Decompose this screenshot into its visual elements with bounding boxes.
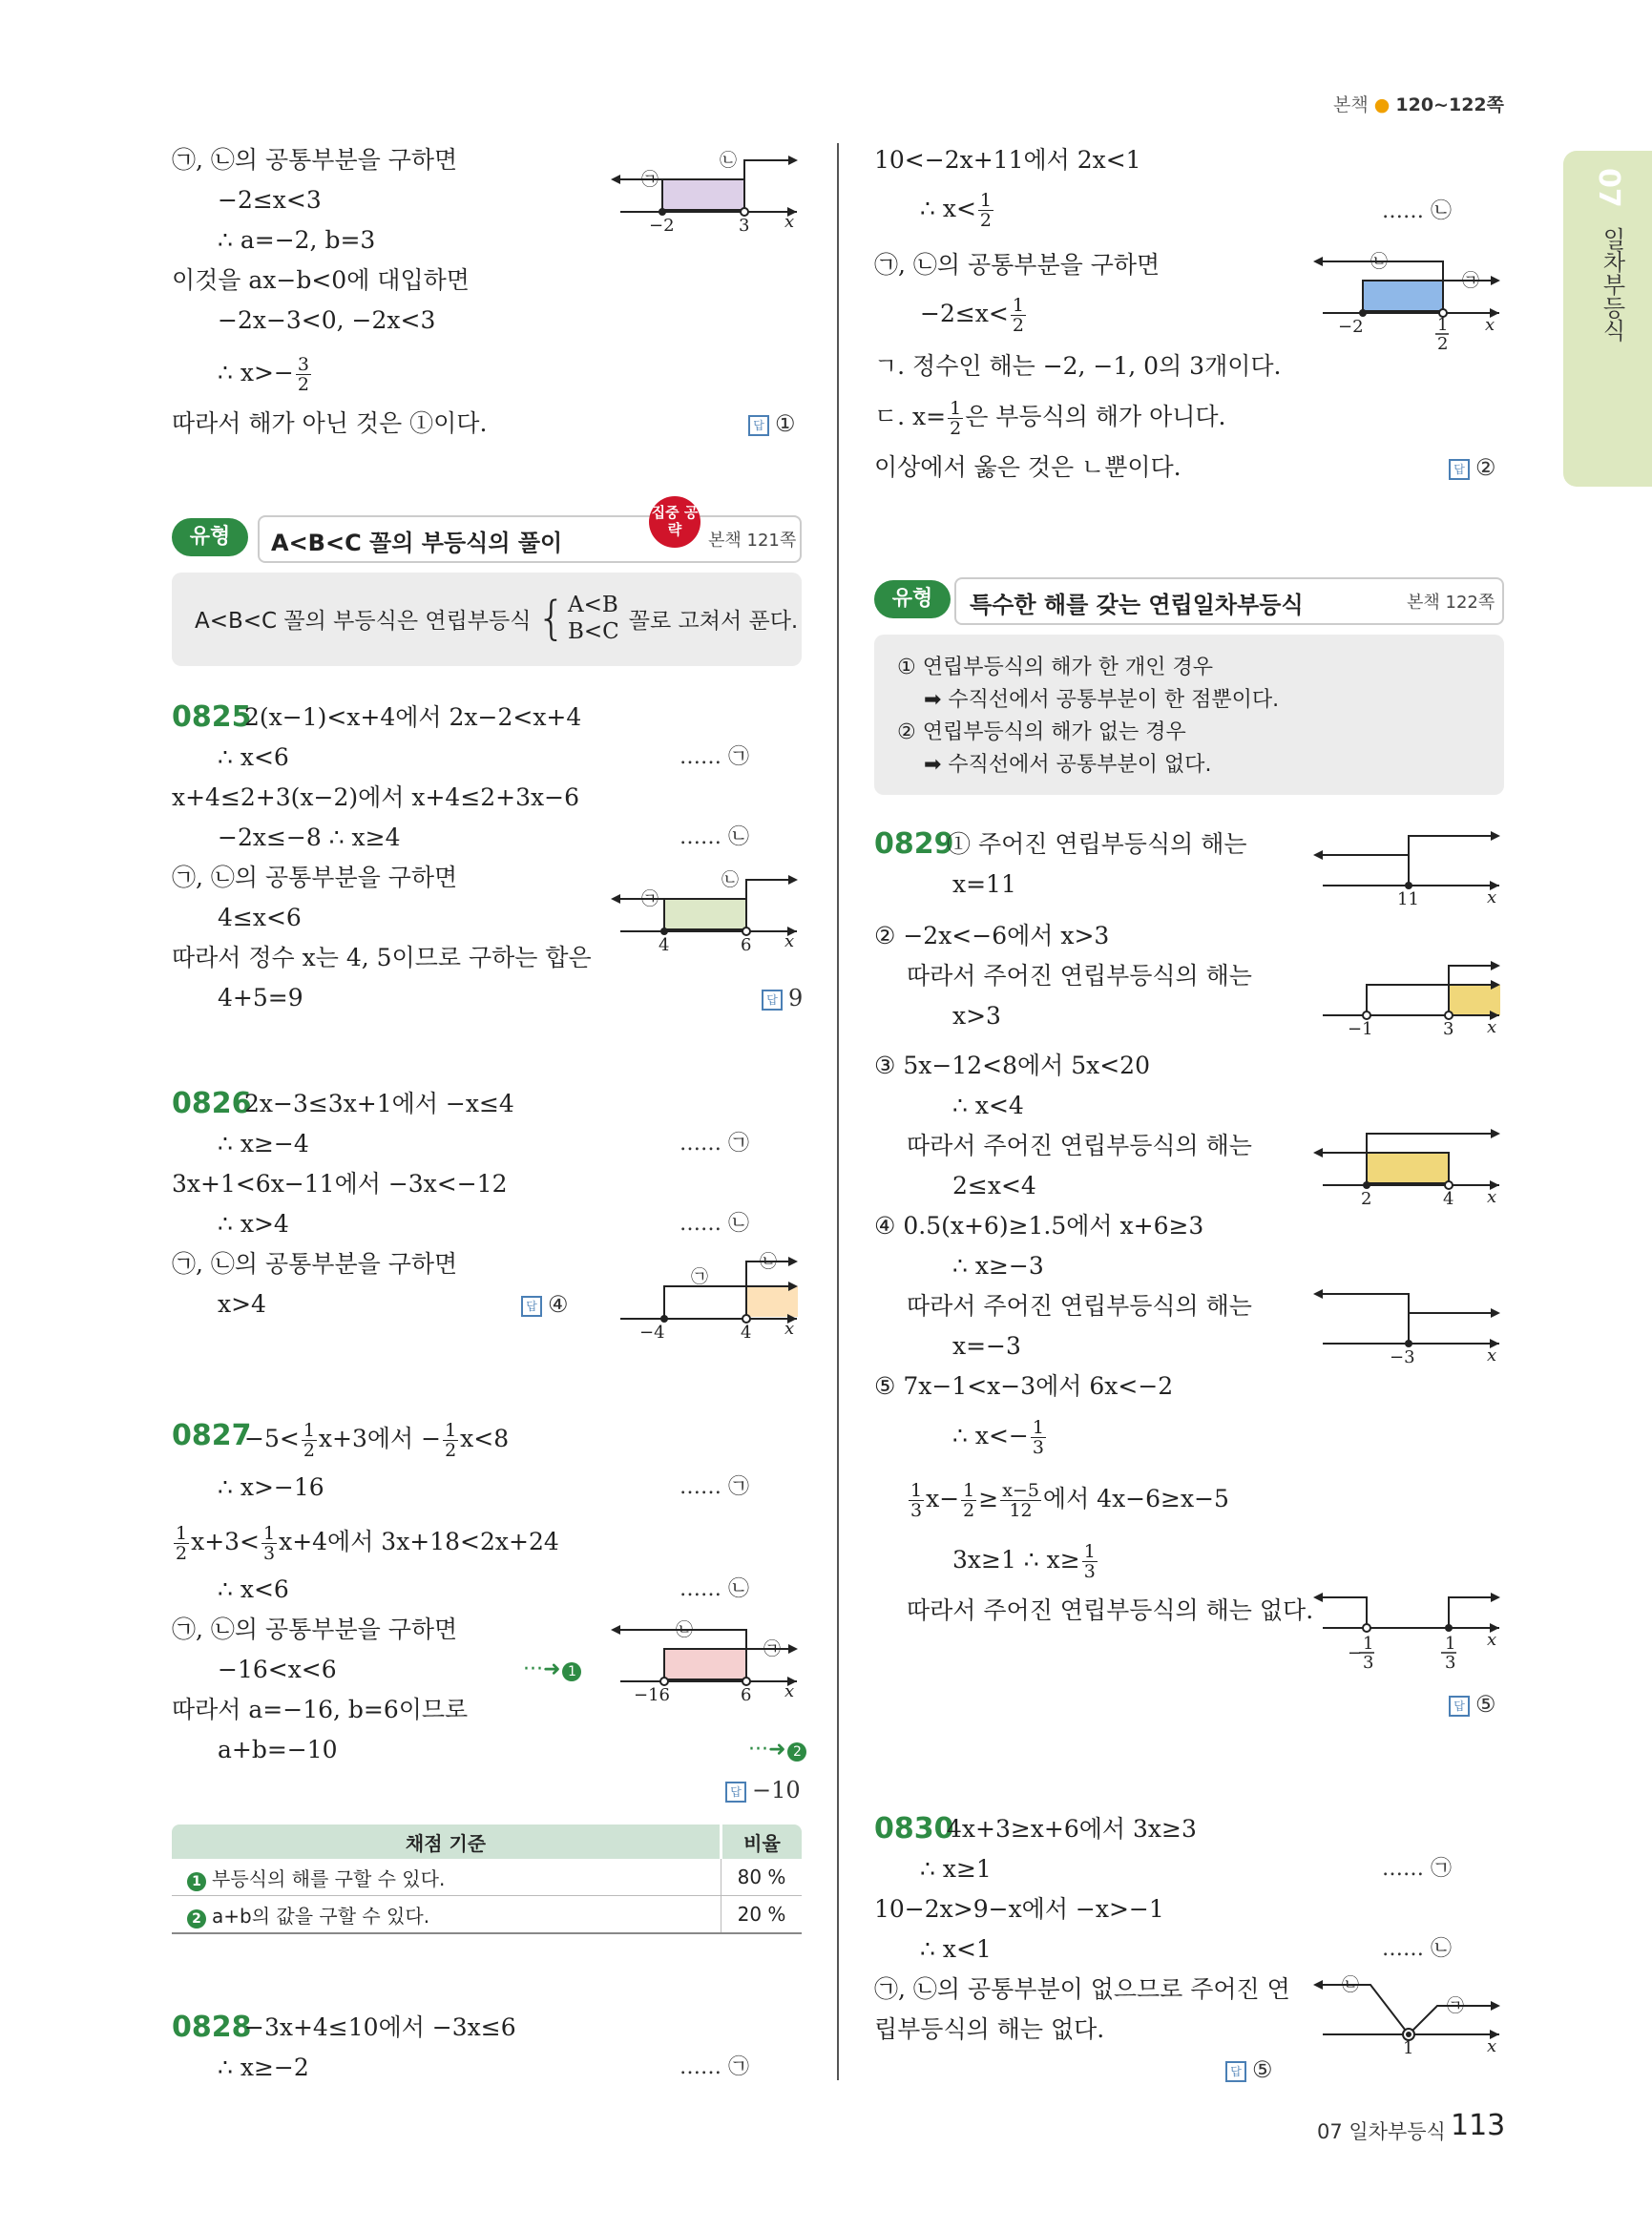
text-line: 4≤x<6 <box>218 904 302 931</box>
number-line-6 <box>1313 830 1504 907</box>
text-line: 10<−2x+11에서 2x<1 <box>874 146 1141 174</box>
mark-b: ㉡ <box>720 151 737 171</box>
text-line: x=11 <box>952 870 1016 898</box>
text-line: ∴ x<4 <box>952 1092 1024 1119</box>
svg-text:1: 1 <box>1403 2038 1414 2058</box>
number-line-3 <box>611 1250 802 1343</box>
svg-text:1: 1 <box>1445 1634 1456 1654</box>
svg-text:−2: −2 <box>649 216 675 236</box>
text-line: −5< $\frac{1}{2}$ x+3에서 − $\frac{1}{2}$ x<8 <box>244 1420 510 1461</box>
mark: …… ㉡ <box>680 1577 750 1601</box>
answer-mark: 답 −10 <box>725 1775 801 1805</box>
text-line: ∴ x≥1 <box>920 1855 992 1883</box>
table-row: 1 부등식의 해를 구할 수 있다. 80 % <box>172 1859 802 1896</box>
text-line: ① 주어진 연립부등식의 해는 <box>947 830 1247 858</box>
fraction: $\frac{1}{2}$ <box>1012 295 1024 336</box>
answer-mark: 답 ① <box>748 408 796 439</box>
svg-text:x: x <box>784 212 795 232</box>
svg-text:4: 4 <box>659 935 670 955</box>
text-line: −2≤x<3 <box>218 186 322 214</box>
answer-mark: 답 ⑤ <box>1225 2054 1273 2085</box>
text-line: ③ 5x−12<8에서 5x<20 <box>874 1052 1150 1079</box>
svg-text:x: x <box>1487 2036 1497 2056</box>
table-row: 2 a+b의 값을 구할 수 있다. 20 % <box>172 1896 802 1934</box>
fraction: $\frac{1}{2}$ <box>950 398 962 439</box>
mark: …… ㉠ <box>680 1475 750 1499</box>
svg-text:1: 1 <box>1363 1634 1374 1654</box>
text-line: $\frac{1}{2}$ x+3< $\frac{1}{3}$ x+4에서 3x+18<2x+24 <box>176 1523 559 1564</box>
svg-text:3: 3 <box>1363 1653 1374 1673</box>
text-line: 2≤x<4 <box>952 1172 1036 1199</box>
svg-text:−1: −1 <box>1348 1019 1373 1039</box>
svg-text:㉡: ㉡ <box>760 1252 777 1272</box>
svg-text:−3: −3 <box>1390 1347 1415 1367</box>
type-badge: 유형 <box>874 580 951 618</box>
chapter-tab-title: 일차부등식 <box>1599 227 1625 342</box>
table-header-criteria: 채점 기준 <box>172 1824 721 1859</box>
type-title: A<B<C 꼴의 부등식의 풀이 <box>271 530 563 556</box>
answer-mark: 답 ④ <box>521 1289 569 1320</box>
svg-text:㉠: ㉠ <box>763 1639 781 1659</box>
summary-line: ➡ 수직선에서 공통부분이 한 점뿐이다. <box>924 688 1280 712</box>
header-pages: 120~122쪽 <box>1395 94 1504 115</box>
svg-text:㉡: ㉡ <box>1342 1975 1359 1995</box>
problem-number: 0830 <box>874 1812 954 1845</box>
svg-text:−: − <box>1348 1643 1363 1663</box>
mark: …… ㉠ <box>680 2055 750 2079</box>
table-header-ratio: 비율 <box>721 1824 803 1859</box>
text-line: x>4 <box>218 1290 266 1318</box>
text-line: ② −2x<−6에서 x>3 <box>874 922 1110 949</box>
fraction: $\frac{1}{2}$ <box>445 1420 457 1461</box>
summary-line: ➡ 수직선에서 공통부분이 없다. <box>924 753 1212 777</box>
text-line: ㉠, ㉡의 공통부분을 구하면 <box>874 251 1161 279</box>
number-line-8 <box>1313 1126 1504 1209</box>
text-line: ∴ a=−2, b=3 <box>218 226 376 254</box>
text-line: ∴ x>4 <box>218 1210 289 1238</box>
number-line-2 <box>611 863 802 955</box>
page-number: 113 <box>1451 2109 1506 2142</box>
text-line: ㉠, ㉡의 공통부분을 구하면 <box>172 864 458 891</box>
summary-line: ① 연립부등식의 해가 한 개인 경우 <box>897 656 1213 679</box>
text-line: 4+5=9 <box>218 984 303 1011</box>
svg-text:x: x <box>1487 1345 1497 1366</box>
type-title: 특수한 해를 갖는 연립일차부등식 <box>970 592 1304 618</box>
text-line: 따라서 주어진 연립부등식의 해는 <box>907 1132 1252 1159</box>
fraction: $\frac{1}{3}$ <box>1032 1417 1044 1458</box>
number-line-11 <box>1313 1971 1504 2057</box>
svg-text:㉡: ㉡ <box>721 870 739 890</box>
text-line: ∴ x< $\frac{1}{2}$ <box>920 190 992 231</box>
text-line: 따라서 a=−16, b=6이므로 <box>172 1696 469 1723</box>
footer-chapter: 07 일차부등식 <box>1317 2120 1446 2143</box>
number-line-10 <box>1313 1592 1504 1697</box>
type-badge: 유형 <box>172 518 248 556</box>
fraction: $\frac{1}{2}$ <box>303 1420 315 1461</box>
focus-badge: 집중 공략 <box>649 496 701 548</box>
svg-text:1: 1 <box>1437 315 1449 335</box>
fraction: $\frac{1}{3}$ <box>1083 1541 1096 1582</box>
text-line: −2x≤−8 ∴ x≥4 <box>218 824 401 851</box>
fraction: $\frac{1}{3}$ <box>263 1523 276 1564</box>
text-line: ㄷ. x= $\frac{1}{2}$ 은 부등식의 해가 아니다. <box>874 398 1226 439</box>
svg-text:2: 2 <box>1437 334 1449 354</box>
text-line: −16<x<6 <box>218 1656 337 1683</box>
text-line: 따라서 주어진 연립부등식의 해는 <box>907 962 1252 990</box>
text-line: ㉠, ㉡의 공통부분을 구하면 <box>172 1616 458 1643</box>
text-line: 3x≥1 ∴ x≥ $\frac{1}{3}$ <box>952 1541 1096 1582</box>
text-part: ∴ x>− <box>218 359 294 386</box>
svg-text:x: x <box>1487 1017 1497 1037</box>
text-line: 립부등식의 해는 없다. <box>874 2015 1105 2043</box>
svg-text:x: x <box>784 1319 795 1339</box>
summary-text: A<B<C 꼴의 부등식은 연립부등식 { A<B B<C 꼴로 고쳐서 푼다. <box>195 592 799 645</box>
text-line: 이상에서 옳은 것은 ㄴ뿐이다. <box>874 453 1181 481</box>
text-line: ∴ x<1 <box>920 1935 992 1963</box>
mark: …… ㉠ <box>1382 1857 1453 1881</box>
svg-text:3: 3 <box>739 216 750 236</box>
svg-text:−16: −16 <box>634 1685 670 1705</box>
problem-number: 0829 <box>874 827 954 861</box>
svg-text:4: 4 <box>741 1323 752 1343</box>
svg-text:x: x <box>1487 1630 1497 1650</box>
problem-number: 0826 <box>172 1087 252 1120</box>
problem-number: 0825 <box>172 700 252 734</box>
mark: …… ㉡ <box>680 825 750 849</box>
number-line-7 <box>1313 962 1504 1038</box>
summary-line: ② 연립부등식의 해가 없는 경우 <box>897 720 1186 744</box>
text-line: x>3 <box>952 1002 1001 1030</box>
text-line: ⑤ 7x−1<x−3에서 6x<−2 <box>874 1372 1174 1400</box>
text-line: ㉠, ㉡의 공통부분을 구하면 <box>172 1250 458 1278</box>
text-line: 이것을 ax−b<0에 대입하면 <box>172 266 470 294</box>
mark: …… ㉡ <box>680 1212 750 1236</box>
svg-text:㉡: ㉡ <box>676 1620 693 1640</box>
fraction: $\frac{1}{2}$ <box>176 1523 188 1564</box>
text-line: 2x−3≤3x+1에서 −x≤4 <box>244 1090 514 1117</box>
svg-text:x: x <box>1487 887 1497 907</box>
svg-text:−2: −2 <box>1338 317 1364 337</box>
bullet-icon: ● <box>1373 94 1391 115</box>
column-divider <box>837 143 839 2080</box>
text-line: ∴ x>−16 <box>218 1473 324 1501</box>
fraction: $\frac{3}{2}$ <box>297 354 309 395</box>
svg-text:㉠: ㉠ <box>691 1267 708 1287</box>
fraction: $\frac{1}{3}$ <box>910 1480 923 1521</box>
header-book-label: 본책 <box>1332 94 1369 115</box>
svg-text:㉠: ㉠ <box>1447 1996 1464 2016</box>
svg-text:6: 6 <box>741 1685 752 1705</box>
mark: …… ㉠ <box>680 1132 750 1156</box>
text-line: ∴ x<− $\frac{1}{3}$ <box>952 1417 1044 1458</box>
svg-text:−4: −4 <box>639 1323 665 1343</box>
text-line: ∴ x≥−2 <box>218 2054 309 2081</box>
mark: …… ㉡ <box>1382 1937 1453 1961</box>
svg-text:2: 2 <box>1361 1189 1372 1209</box>
svg-text:6: 6 <box>741 935 752 955</box>
text-line: 따라서 해가 아닌 것은 ①이다. <box>172 409 488 437</box>
mark-a: ㉠ <box>641 170 659 190</box>
svg-text:3: 3 <box>1445 1653 1456 1673</box>
number-line-9 <box>1313 1290 1504 1366</box>
svg-text:x: x <box>784 931 795 951</box>
type-ref: 본책 122쪽 <box>1407 593 1495 613</box>
text-line: x=−3 <box>952 1332 1021 1360</box>
fraction: $\frac{1}{2}$ <box>979 190 992 231</box>
svg-text:11: 11 <box>1397 889 1419 909</box>
text-line: 4x+3≥x+6에서 3x≥3 <box>947 1815 1197 1843</box>
step-1-mark: ···➜ 1 <box>523 1655 581 1685</box>
step-2-mark: ···➜ 2 <box>748 1735 806 1765</box>
answer-mark: 답 ② <box>1449 452 1496 483</box>
text-line: x+4≤2+3(x−2)에서 x+4≤2+3x−6 <box>172 783 579 811</box>
problem-number: 0827 <box>172 1419 252 1452</box>
text-line: 3x+1<6x−11에서 −3x<−12 <box>172 1170 508 1198</box>
text-line: 따라서 주어진 연립부등식의 해는 없다. <box>907 1596 1314 1624</box>
text-line: ∴ x<6 <box>218 743 289 771</box>
text-line: ∴ x≥−4 <box>218 1130 309 1157</box>
problem-number: 0828 <box>172 2011 252 2044</box>
fraction: $\frac{1}{2}$ <box>963 1480 975 1521</box>
chapter-side-tab <box>1563 151 1652 487</box>
text-line: −2x−3<0, −2x<3 <box>218 306 436 334</box>
answer-mark: 답 9 <box>762 983 803 1013</box>
svg-text:㉠: ㉠ <box>641 889 659 909</box>
text-line: ∴ x≥−3 <box>952 1252 1044 1280</box>
text-line: 10−2x>9−x에서 −x>−1 <box>874 1895 1164 1923</box>
svg-text:3: 3 <box>1443 1019 1454 1039</box>
mark: …… ㉠ <box>680 745 750 769</box>
text-line <box>218 355 313 394</box>
svg-text:x: x <box>1487 1187 1497 1207</box>
text-line: a+b=−10 <box>218 1736 338 1763</box>
text-line: 따라서 주어진 연립부등식의 해는 <box>907 1292 1252 1320</box>
number-line-4 <box>611 1613 802 1705</box>
chapter-tab-number: 07 <box>1592 168 1625 208</box>
text-line: ④ 0.5(x+6)≥1.5에서 x+6≥3 <box>874 1212 1204 1240</box>
fraction: $\frac{x-5}{12}$ <box>1002 1480 1039 1521</box>
page-header <box>1333 91 1504 116</box>
svg-text:4: 4 <box>1443 1189 1454 1209</box>
text-line: ㉠, ㉡의 공통부분이 없으므로 주어진 연 <box>874 1975 1290 2003</box>
mark: …… ㉡ <box>1382 199 1453 223</box>
text-line: ㉠, ㉡의 공통부분을 구하면 <box>172 146 458 174</box>
text-line: ∴ x<6 <box>218 1575 289 1603</box>
type-ref: 본책 121쪽 <box>708 531 797 551</box>
text-line: ㄱ. 정수인 해는 −2, −1, 0의 3개이다. <box>874 352 1282 380</box>
text-line: −2≤x< $\frac{1}{2}$ <box>920 295 1024 336</box>
answer-mark: 답 ⑤ <box>1449 1689 1496 1720</box>
text-line: 따라서 정수 x는 4, 5이므로 구하는 합은 <box>172 944 592 971</box>
svg-text:㉠: ㉠ <box>1462 271 1479 291</box>
text-line: 2(x−1)<x+4에서 2x−2<x+4 <box>244 703 582 731</box>
svg-text:x: x <box>1485 315 1495 335</box>
svg-text:㉡: ㉡ <box>1370 252 1388 272</box>
text-line: $\frac{1}{3}$ x− $\frac{1}{2}$ ≥ $\frac{x-5}{12}$ 에서 4x−6≥x−5 <box>910 1480 1229 1521</box>
scoring-table <box>172 1824 802 1934</box>
svg-text:x: x <box>784 1681 795 1701</box>
number-line-5 <box>1313 250 1504 354</box>
number-line-1 <box>611 143 802 236</box>
text-line: −3x+4≤10에서 −3x≤6 <box>244 2013 516 2041</box>
